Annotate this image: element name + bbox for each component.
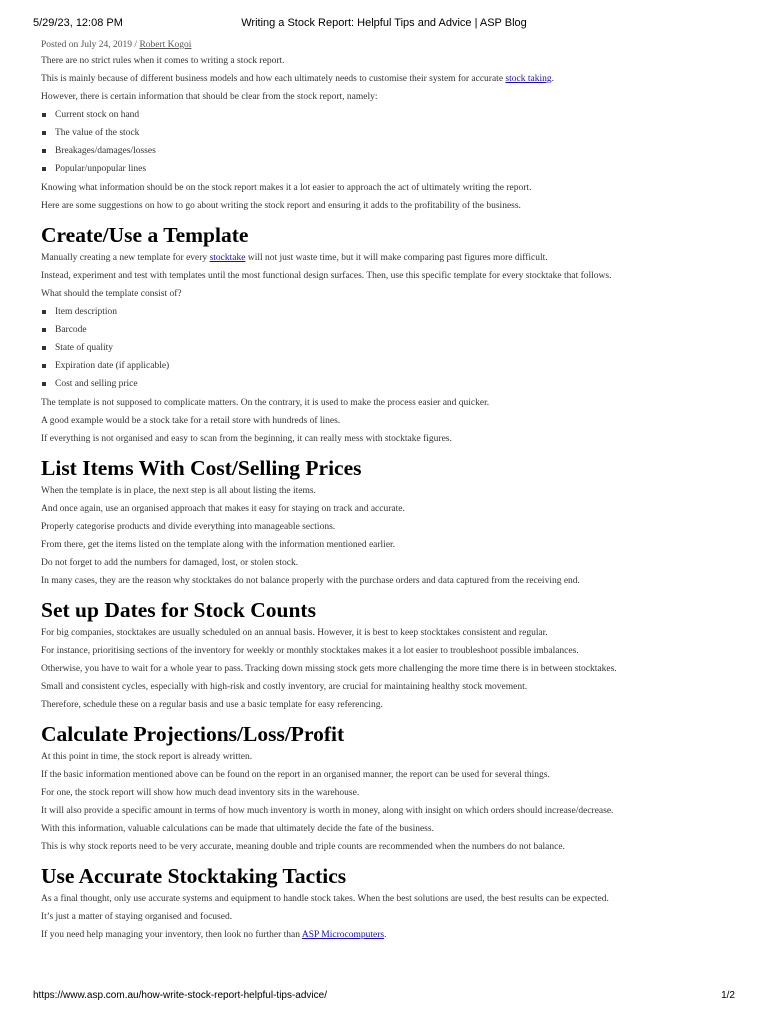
intro-paragraph-3: However, there is certain information that should be clear from the stock report, namely: (41, 92, 378, 102)
list-item: Barcode (41, 324, 701, 337)
intro-paragraph-4: Knowing what information should be on the stock report makes it a lot easier to approach the act of ultimately writing the report. (41, 183, 532, 193)
projections-paragraph-1: At this point in time, the stock report is already written. (41, 752, 253, 762)
projections-paragraph-3: For one, the stock report will show how much dead inventory sits in the warehouse. (41, 788, 360, 798)
list-item: Cost and selling price (41, 378, 701, 391)
projections-paragraph-5: With this information, valuable calculations can be made that ultimately decide the fate of the business. (41, 824, 434, 834)
dates-paragraph-4: Small and consistent cycles, especially with high-risk and costly inventory, are crucial for maintaining healthy stock movement. (41, 682, 528, 692)
heading-create-template: Create/Use a Template (41, 223, 249, 247)
intro-paragraph-5: Here are some suggestions on how to go about writing the stock report and ensuring it adds to the profitability of the business. (41, 201, 521, 211)
projections-paragraph-4: It will also provide a specific amount in terms of how much inventory is worth in money, along with insight on which orders should increase/decrease. (41, 806, 614, 816)
print-page-title: Writing a Stock Report: Helpful Tips and Advice | ASP Blog (241, 17, 527, 29)
template-fields-list (41, 306, 701, 391)
intro-paragraph-1: There are no strict rules when it comes to writing a stock report. (41, 56, 285, 66)
print-datetime: 5/29/23, 12:08 PM (33, 17, 123, 29)
print-header (33, 17, 735, 33)
list-items-paragraph-2: And once again, use an organised approach that makes it easy for staying on track and accurate. (41, 504, 405, 514)
asp-microcomputers-link[interactable]: ASP Microcomputers (301, 930, 385, 940)
template-paragraph-6: If everything is not organised and easy to scan from the beginning, it can really mess with stocktake figures. (41, 434, 452, 444)
template-paragraph-4: The template is not supposed to complicate matters. On the contrary, it is used to make the process easier and quicker. (41, 398, 490, 408)
heading-calculate-projections: Calculate Projections/Loss/Profit (41, 722, 345, 746)
list-items-paragraph-4: From there, get the items listed on the template along with the information mentioned earlier. (41, 540, 396, 550)
post-meta (41, 39, 701, 52)
stocktake-link[interactable]: stocktake (209, 253, 246, 263)
stock-taking-link[interactable]: stock taking (505, 74, 552, 84)
print-url: https://www.asp.com.au/how-write-stock-report-helpful-tips-advice/ (33, 990, 327, 1001)
heading-accurate-tactics: Use Accurate Stocktaking Tactics (41, 864, 347, 888)
tactics-paragraph-3: If you need help managing your inventory, then look no further than ASP Microcomputers. (41, 930, 387, 940)
dates-paragraph-2: For instance, prioritising sections of the inventory for weekly or monthly stocktakes makes it a lot easier to troubleshoot possible imbalances. (41, 646, 579, 656)
projections-paragraph-6: This is why stock reports need to be very accurate, meaning double and triple counts are recommended when the numbers do not balance. (41, 842, 565, 852)
heading-list-items: List Items With Cost/Selling Prices (41, 456, 362, 480)
stock-report-info-list (41, 109, 701, 176)
list-item: Breakages/damages/losses (41, 145, 701, 158)
list-item: Current stock on hand (41, 109, 701, 122)
list-item: Popular/unpopular lines (41, 163, 701, 176)
template-paragraph-3: What should the template consist of? (41, 289, 182, 299)
page-number: 1/2 (721, 990, 735, 1001)
list-item: State of quality (41, 342, 701, 355)
author-link[interactable]: Robert Kogoi (139, 40, 192, 50)
tactics-paragraph-1: As a final thought, only use accurate systems and equipment to handle stock takes. When the best solutions are used, the best results can be expected. (41, 894, 609, 904)
list-item: Item description (41, 306, 701, 319)
template-paragraph-1: Manually creating a new template for every stocktake will not just waste time, but it will make comparing past figures more difficult. (41, 253, 548, 263)
posted-date: Posted on July 24, 2019 / (41, 40, 138, 50)
list-items-paragraph-6: In many cases, they are the reason why stocktakes do not balance properly with the purchase orders and data captured from the receiving end. (41, 576, 580, 586)
intro-paragraph-2: This is mainly because of different business models and how each ultimately needs to customise their system for accurate stock taking. (41, 74, 554, 84)
list-items-paragraph-3: Properly categorise products and divide everything into manageable sections. (41, 522, 336, 532)
list-item: The value of the stock (41, 127, 701, 140)
dates-paragraph-3: Otherwise, you have to wait for a whole year to pass. Tracking down missing stock gets more challenging the more time there is in between stocktakes. (41, 664, 617, 674)
list-item: Expiration date (if applicable) (41, 360, 701, 373)
template-paragraph-2: Instead, experiment and test with templates until the most functional design surfaces. Then, use this specific template for every stocktake that follows. (41, 271, 612, 281)
list-items-paragraph-5: Do not forget to add the numbers for damaged, lost, or stolen stock. (41, 558, 299, 568)
projections-paragraph-2: If the basic information mentioned above can be found on the report in an organised manner, the report can be used for several things. (41, 770, 550, 780)
heading-set-up-dates: Set up Dates for Stock Counts (41, 598, 316, 622)
template-paragraph-5: A good example would be a stock take for a retail store with hundreds of lines. (41, 416, 341, 426)
dates-paragraph-5: Therefore, schedule these on a regular basis and use a basic template for easy referencing. (41, 700, 383, 710)
print-footer (33, 990, 735, 1004)
tactics-paragraph-2: It’s just a matter of staying organised and focused. (41, 912, 233, 922)
dates-paragraph-1: For big companies, stocktakes are usually scheduled on an annual basis. However, it is best to keep stocktakes consistent and regular. (41, 628, 548, 638)
article-body (41, 39, 701, 947)
list-items-paragraph-1: When the template is in place, the next step is all about listing the items. (41, 486, 316, 496)
